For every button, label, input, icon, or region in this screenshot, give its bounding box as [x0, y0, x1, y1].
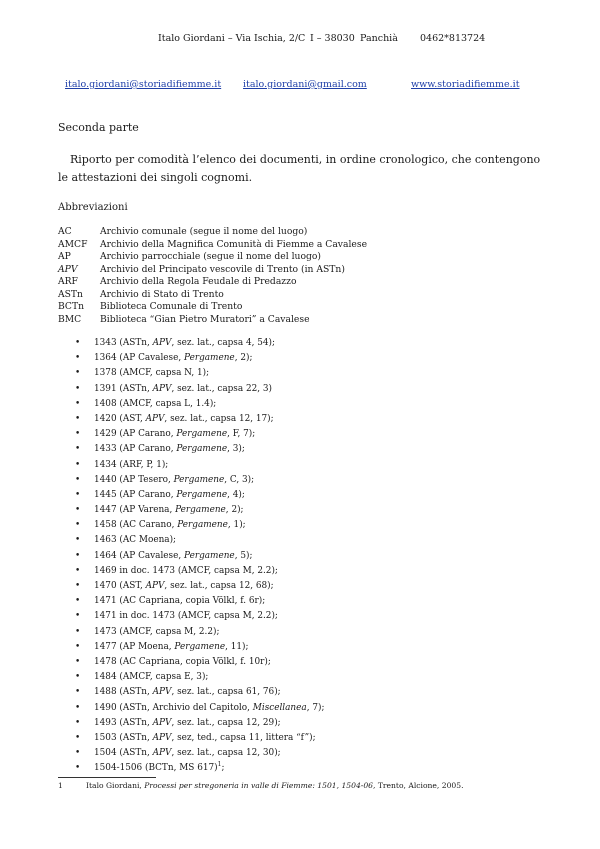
bullet-icon: • [75, 413, 81, 424]
document-series: APV [152, 732, 172, 743]
document-list-item [0, 640, 324, 655]
document-citation-tail: ; [221, 763, 225, 774]
document-list-item [0, 701, 324, 716]
document-series: Miscellanea [252, 702, 307, 713]
document-list-item [0, 655, 324, 670]
document-citation: 1408 (AMCF, capsa L, 1.4); [94, 398, 217, 409]
town: Panchià [360, 33, 398, 44]
footnote-number: 1 [58, 781, 63, 790]
document-series: APV [145, 413, 165, 424]
document-citation-tail: , sez. lat., capsa 4, 54); [171, 338, 276, 348]
abbreviation-code: AC [58, 226, 72, 237]
document-citation: 1504-1506 (BCTn, MS 617) [94, 763, 218, 774]
document-citation: 1447 (AP Varena, [94, 505, 176, 516]
document-list-item [0, 518, 324, 533]
document-series: Pergamene [175, 505, 226, 516]
document-list-item [0, 473, 324, 488]
document-list-item [0, 458, 324, 473]
document-series: Pergamene [184, 353, 235, 364]
document-citation: 1470 (AST, [94, 581, 146, 591]
name-address: Italo Giordani – Via Ischia, 2/C [158, 33, 306, 44]
abbreviation-row [58, 301, 367, 314]
document-list-item [0, 594, 324, 609]
document-series: Pergamene [176, 489, 228, 500]
abbreviation-code: APV [58, 263, 78, 275]
document-series: APV [152, 383, 172, 394]
document-list-item [0, 533, 324, 548]
document-list-item [0, 488, 324, 503]
document-series: Pergamene [176, 429, 228, 440]
document-citation-tail: , 4); [227, 489, 245, 500]
bullet-icon: • [75, 672, 81, 683]
abbreviation-description: Archivio della Magnifica Comunità di Fiemme a Cavalese [100, 238, 368, 250]
document-citation: 1490 (ASTn, Archivio del Capitolo, [94, 702, 253, 713]
document-citation-tail: , sez. lat., capsa 12, 29); [171, 717, 281, 728]
bullet-icon: • [75, 353, 81, 364]
document-list-item [0, 761, 324, 776]
bullet-icon: • [75, 763, 81, 774]
document-series: APV [152, 748, 172, 759]
document-citation: 1378 (AMCF, capsa N, 1); [94, 368, 210, 379]
abbreviation-description: Archivio di Stato di Trento [100, 288, 224, 300]
document-citation: 1429 (AP Carano, [94, 429, 177, 440]
document-citation-tail: , C, 3); [224, 474, 255, 485]
abbreviation-description: Archivio comunale (segue il nome del luogo) [100, 226, 308, 237]
abbreviation-row [58, 289, 367, 302]
document-citation: 1478 (AC Capriana, copia Völkl, f. 10r); [94, 656, 271, 667]
bullet-icon: • [75, 581, 81, 591]
document-series: APV [152, 338, 172, 348]
document-list-item [0, 716, 324, 731]
document-citation: 1433 (AP Carano, [94, 444, 177, 455]
document-series: APV [152, 717, 172, 728]
footnote-title: Processi per stregoneria in valle di Fiemme: 1501, 1504-06 [144, 781, 374, 790]
document-list-item [0, 579, 324, 594]
abbreviation-row [58, 276, 367, 289]
document-citation: 1484 (AMCF, capsa E, 3); [94, 672, 209, 683]
document-list-item [0, 731, 324, 746]
abbreviations-heading: Abbreviazioni [58, 202, 128, 213]
abbreviation-description: Archivio della Regola Feudale di Predazzo [100, 276, 297, 287]
bullet-icon: • [75, 398, 81, 409]
document-citation: 1477 (AP Moena, [94, 641, 175, 652]
phone-number: 0462*813724 [420, 33, 486, 44]
bullet-icon: • [75, 489, 81, 500]
document-series: Pergamene [176, 444, 228, 455]
document-citation-tail: , sez. lat., capsa 12, 17); [164, 413, 274, 424]
document-list-item [0, 549, 324, 564]
document-citation: 1463 (AC Moena); [94, 535, 177, 546]
document-citation: 1503 (ASTn, [94, 732, 153, 743]
abbreviation-code: BMC [58, 313, 82, 325]
bullet-icon: • [75, 520, 81, 531]
abbreviation-row [58, 251, 367, 264]
document-citation: 1469 in doc. 1473 (AMCF, capsa M, 2.2); [94, 565, 278, 576]
document-citation-tail: , sez, ted., capsa 11, littera “f”); [171, 732, 316, 743]
document-citation: 1471 (AC Capriana, copia Völkl, f. 6r); [94, 596, 266, 607]
abbreviation-row [58, 226, 367, 239]
abbreviation-code: AMCF [58, 238, 88, 250]
email-link-storiadifiemme[interactable]: italo.giordani@storiadifiemme.it [65, 79, 222, 90]
document-citation: 1473 (AMCF, capsa M, 2.2); [94, 626, 220, 637]
document-citation: 1458 (AC Carano, [94, 520, 178, 531]
footnote-author: Italo Giordani, [86, 781, 145, 790]
footnote-reference: 1 [217, 761, 222, 769]
email-link-gmail[interactable]: italo.giordani@gmail.com [243, 79, 367, 90]
abbreviation-row [58, 264, 367, 277]
abbreviation-code: ARF [58, 276, 78, 287]
document-citation-tail: , 7); [306, 702, 325, 713]
bullet-icon: • [75, 596, 81, 607]
abbreviation-code: ASTn [58, 288, 83, 300]
document-list-item [0, 382, 324, 397]
document-list-item [0, 746, 324, 761]
bullet-icon: • [75, 444, 81, 455]
document-citation-tail: , 3); [227, 444, 245, 455]
abbreviation-code: BCTn [58, 301, 84, 312]
document-list-item [0, 427, 324, 442]
bullet-icon: • [75, 429, 81, 440]
document-list-item [0, 609, 324, 624]
bullet-icon: • [75, 641, 81, 652]
document-list-item [0, 366, 324, 381]
document-citation: 1343 (ASTn, [94, 338, 153, 348]
section-title: Seconda parte [58, 121, 139, 134]
document-citation: 1364 (AP Cavalese, [94, 353, 184, 364]
bullet-icon: • [75, 702, 81, 713]
document-citation: 1504 (ASTn, [94, 748, 153, 759]
document-citation-tail: , sez. lat., capsa 12, 30); [171, 748, 281, 759]
document-series: Pergamene [184, 550, 235, 561]
abbreviation-description: Biblioteca Comunale di Trento [100, 301, 243, 312]
footnote [58, 781, 464, 790]
document-citation-tail: , sez. lat., capsa 22, 3) [171, 383, 273, 394]
document-list-item [0, 625, 324, 640]
document-series: Pergamene [177, 520, 228, 531]
bullet-icon: • [75, 717, 81, 728]
document-citation: 1420 (AST, [94, 413, 146, 424]
document-series: APV [152, 687, 172, 698]
abbreviation-description: Biblioteca “Gian Pietro Muratori” a Cavalese [100, 313, 310, 325]
document-series: Pergamene [173, 474, 225, 485]
bullet-icon: • [75, 656, 81, 667]
document-series: Pergamene [174, 641, 226, 652]
postal-code: I – 38030 [310, 33, 355, 44]
document-list-item [0, 336, 324, 351]
abbreviation-code: AP [58, 251, 71, 262]
document-citation: 1434 (ARF, P, 1); [94, 459, 169, 470]
bullet-icon: • [75, 611, 81, 622]
document-citation: 1493 (ASTn, [94, 717, 153, 728]
bullet-icon: • [75, 687, 81, 698]
abbreviation-row [58, 239, 367, 252]
intro-paragraph: Riporto per comodità l’elenco dei documenti, in ordine cronologico, che contengono le attestazioni dei singoli cognomi. [58, 153, 541, 184]
bullet-icon: • [75, 338, 81, 348]
document-citation: 1471 in doc. 1473 (AMCF, capsa M, 2.2); [94, 611, 278, 622]
document-list-item [0, 670, 324, 685]
bullet-icon: • [75, 732, 81, 743]
document-citation-tail: , 1); [227, 520, 246, 531]
bullet-icon: • [75, 748, 81, 759]
document-list-item [0, 503, 324, 518]
document-citation-tail: , 11); [225, 641, 249, 652]
document-citation: 1464 (AP Cavalese, [94, 550, 184, 561]
document-citation-tail: , 2); [225, 505, 244, 516]
bullet-icon: • [75, 383, 81, 394]
abbreviation-description: Archivio parrocchiale (segue il nome del luogo) [100, 251, 321, 262]
document-citation: 1445 (AP Carano, [94, 489, 177, 500]
document-citation-tail: , sez. lat., capsa 61, 76); [171, 687, 281, 698]
document-citation-tail: , 2); [234, 353, 253, 364]
document-list-item [0, 412, 324, 427]
document-list-item [0, 564, 324, 579]
footnote-rest: , Trento, Alcione, 2005. [373, 781, 464, 790]
bullet-icon: • [75, 565, 81, 576]
abbreviation-description: Archivio del Principato vescovile di Trento (in ASTn) [100, 263, 345, 275]
document-series: APV [145, 581, 165, 591]
bullet-icon: • [75, 368, 81, 379]
document-list-item [0, 685, 324, 700]
abbreviation-row [58, 314, 367, 327]
document-list-item [0, 351, 324, 366]
bullet-icon: • [75, 459, 81, 470]
document-citation-tail: , F, 7); [227, 429, 256, 440]
website-link[interactable]: www.storiadifiemme.it [411, 79, 520, 90]
document-citation-tail: , 5); [234, 550, 253, 561]
documents-list [0, 336, 324, 776]
bullet-icon: • [75, 626, 81, 637]
bullet-icon: • [75, 505, 81, 516]
document-citation-tail: , sez. lat., capsa 12, 68); [164, 581, 274, 591]
footnote-separator [58, 777, 156, 778]
abbreviations-list [58, 226, 367, 326]
document-list-item [0, 397, 324, 412]
document-citation: 1488 (ASTn, [94, 687, 153, 698]
document-citation: 1440 (AP Tesero, [94, 474, 174, 485]
document-list-item [0, 442, 324, 457]
bullet-icon: • [75, 474, 81, 485]
document-citation: 1391 (ASTn, [94, 383, 153, 394]
bullet-icon: • [75, 550, 81, 561]
bullet-icon: • [75, 535, 81, 546]
